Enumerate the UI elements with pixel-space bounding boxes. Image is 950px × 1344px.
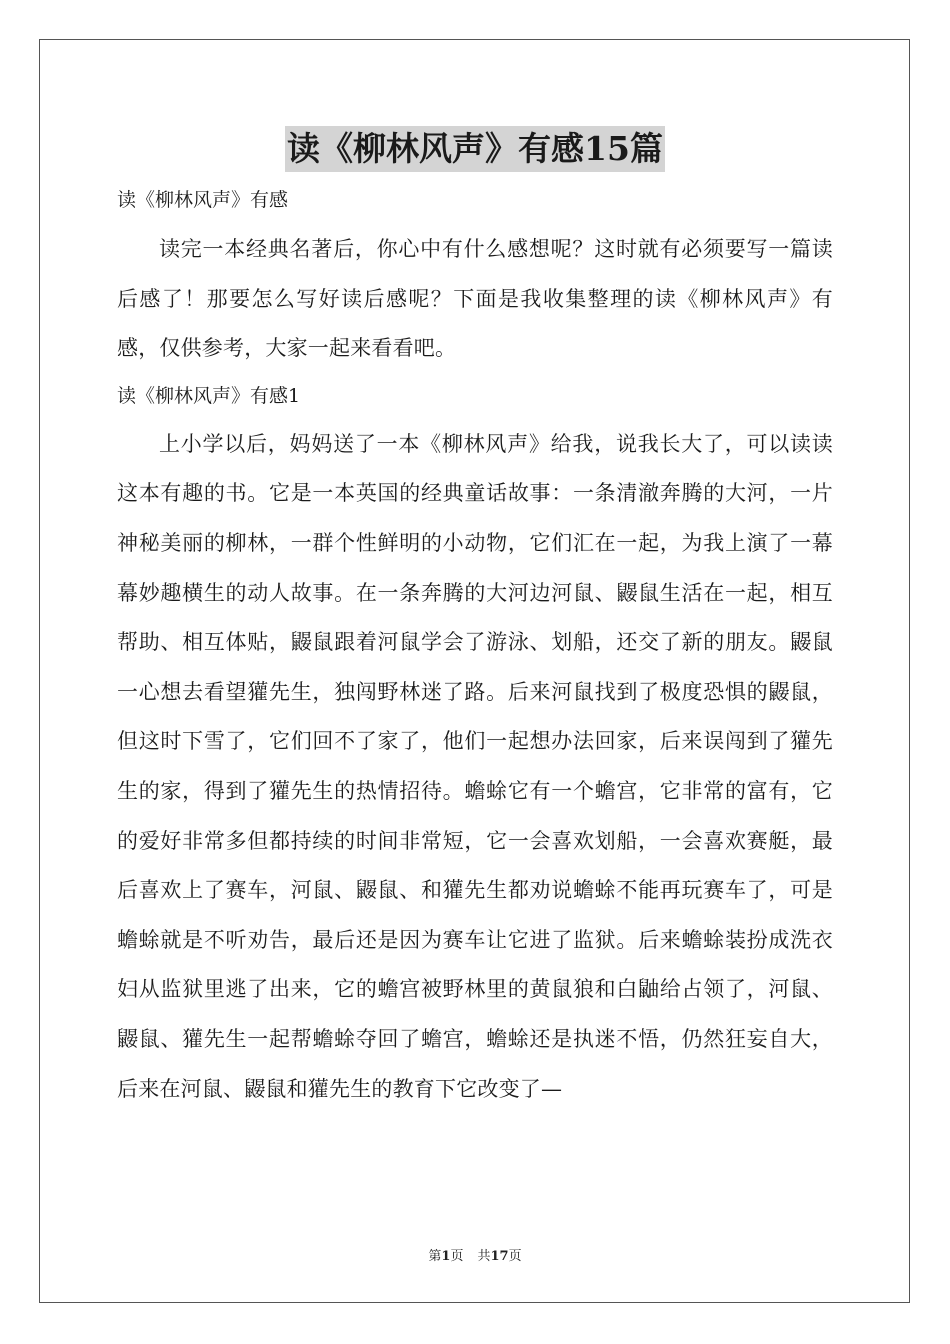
page-total: 17: [490, 1249, 509, 1264]
document-body: [117, 178, 833, 1114]
total-prefix: 共: [477, 1249, 491, 1264]
intro-paragraph: 读完一本经典名著后，你心中有什么感想呢？这时就有必须要写一篇读后感了！那要怎么写好读后感呢？下面是我收集整理的读《柳林风声》有感，仅供参考，大家一起来看看吧。: [117, 237, 833, 361]
essay-paragraph: 上小学以后，妈妈送了一本《柳林风声》给我，说我长大了，可以读读这本有趣的书。它是一本英国的经典童话故事：一条清澈奔腾的大河，一片神秘美丽的柳林，一群个性鲜明的小动物，它们汇在一起，为我上演了一幕幕妙趣横生的动人故事。在一条奔腾的大河边河鼠、鼹鼠生活在一起，相互帮助、相互体贴，鼹鼠跟着河鼠学会了游泳、划船，还交了新的朋友。鼹鼠一心想去看望獾先生，独闯野林迷了路。后来河鼠找到了极度恐惧的鼹鼠，但这时下雪了，它们回不了家了，他们一起想办法回家，后来误闯到了獾先生的家，得到了獾先生的热情招待。蟾蜍它有一个蟾宫，它非常的富有，它的爱好非常多但都持续的时间非常短，它一会喜欢划船，一会喜欢赛艇，最后喜欢上了赛车，河鼠、鼹鼠、和獾先生都劝说蟾蜍不能再玩赛车了，可是蟾蜍就是不听劝告，最后还是因为赛车让它进了监狱。后来蟾蜍装扮成洗衣妇从监狱里逃了出来，它的蟾宫被野林里的黄鼠狼和白鼬给占领了，河鼠、鼹鼠、獾先生一起帮蟾蜍夺回了蟾宫，蟾蜍还是执迷不悟，仍然狂妄自大，后来在河鼠、鼹鼠和獾先生的教育下它改变了—: [117, 431, 833, 1101]
page-suffix: 页: [450, 1249, 464, 1264]
page-footer: [0, 1245, 950, 1264]
section-heading: 读《柳林风声》有感: [117, 189, 289, 211]
total-suffix: 页: [508, 1249, 522, 1264]
page-prefix: 第: [428, 1249, 442, 1264]
title-container: [0, 126, 950, 172]
essay-heading: 读《柳林风声》有感1: [117, 384, 301, 407]
document-title: 读《柳林风声》有感15篇: [285, 126, 665, 172]
page-current: 1: [441, 1249, 451, 1264]
